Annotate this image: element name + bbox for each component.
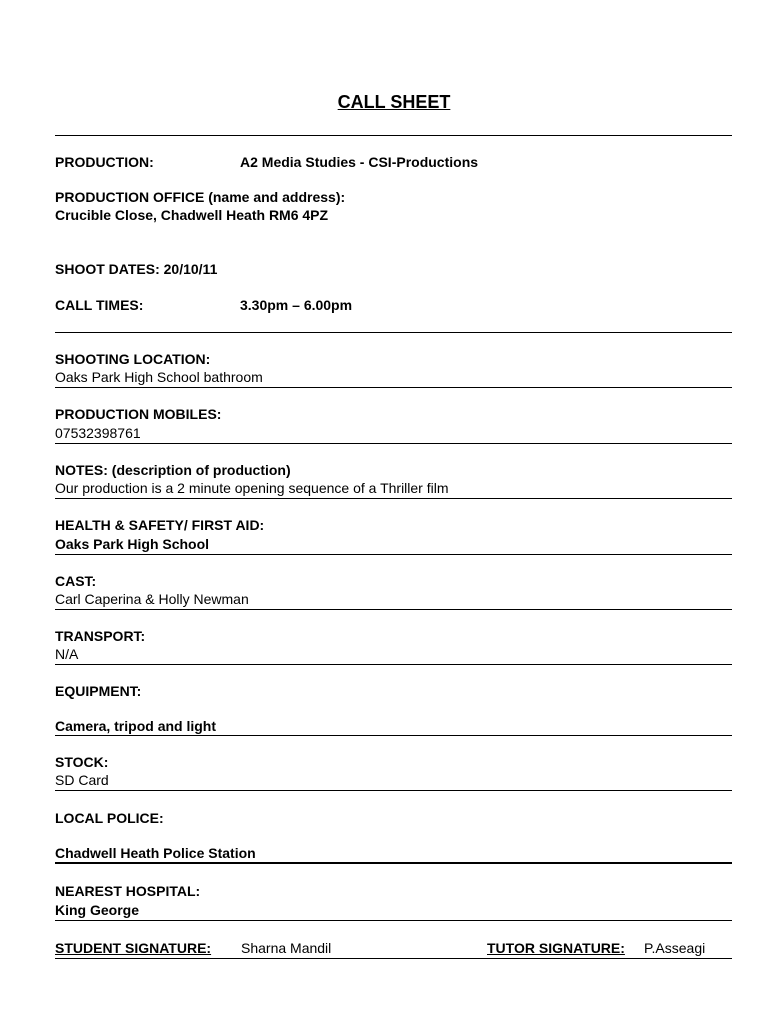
production-office-value: Crucible Close, Chadwell Heath RM6 4PZ — [55, 207, 329, 223]
divider — [55, 387, 732, 388]
divider — [55, 498, 732, 499]
divider — [55, 958, 732, 959]
local-police-label: LOCAL POLICE: — [55, 810, 164, 826]
tutor-signature-value: P.Asseagi — [644, 940, 706, 956]
production-value: A2 Media Studies - CSI-Productions — [240, 154, 479, 170]
production-mobiles-label: PRODUCTION MOBILES: — [55, 406, 222, 422]
cast-value: Carl Caperina & Holly Newman — [55, 591, 249, 607]
divider — [55, 735, 732, 736]
student-signature-label: STUDENT SIGNATURE: — [55, 940, 212, 956]
divider — [55, 920, 732, 921]
divider — [55, 443, 732, 444]
transport-value: N/A — [55, 646, 79, 662]
equipment-label: EQUIPMENT: — [55, 683, 142, 699]
nearest-hospital-label: NEAREST HOSPITAL: — [55, 883, 201, 899]
divider — [55, 609, 732, 610]
shooting-location-value: Oaks Park High School bathroom — [55, 369, 263, 385]
health-safety-label: HEALTH & SAFETY/ FIRST AID: — [55, 517, 265, 533]
production-office-label: PRODUCTION OFFICE (name and address): — [55, 189, 346, 205]
stock-label: STOCK: — [55, 754, 109, 770]
transport-label: TRANSPORT: — [55, 628, 146, 644]
call-times-value: 3.30pm – 6.00pm — [240, 297, 353, 313]
tutor-signature-label: TUTOR SIGNATURE: — [487, 940, 625, 956]
student-signature-value: Sharna Mandil — [241, 940, 332, 956]
divider — [55, 664, 732, 665]
production-mobiles-value: 07532398761 — [55, 425, 141, 441]
shooting-location-label: SHOOTING LOCATION: — [55, 351, 211, 367]
divider — [55, 554, 732, 555]
stock-value: SD Card — [55, 772, 109, 788]
page-title: CALL SHEET — [337, 92, 451, 112]
cast-label: CAST: — [55, 573, 97, 589]
divider — [55, 862, 732, 864]
divider — [55, 135, 732, 136]
nearest-hospital-value: King George — [55, 902, 140, 918]
local-police-value: Chadwell Heath Police Station — [55, 845, 256, 861]
health-safety-value: Oaks Park High School — [55, 536, 210, 552]
shoot-dates: SHOOT DATES: 20/10/11 — [55, 261, 218, 277]
equipment-value: Camera, tripod and light — [55, 718, 217, 734]
call-times-label: CALL TIMES: — [55, 297, 144, 313]
notes-label: NOTES: (description of production) — [55, 462, 291, 478]
notes-value: Our production is a 2 minute opening sequence of a Thriller film — [55, 480, 449, 496]
divider — [55, 790, 732, 791]
divider — [55, 332, 732, 333]
production-label: PRODUCTION: — [55, 154, 154, 170]
